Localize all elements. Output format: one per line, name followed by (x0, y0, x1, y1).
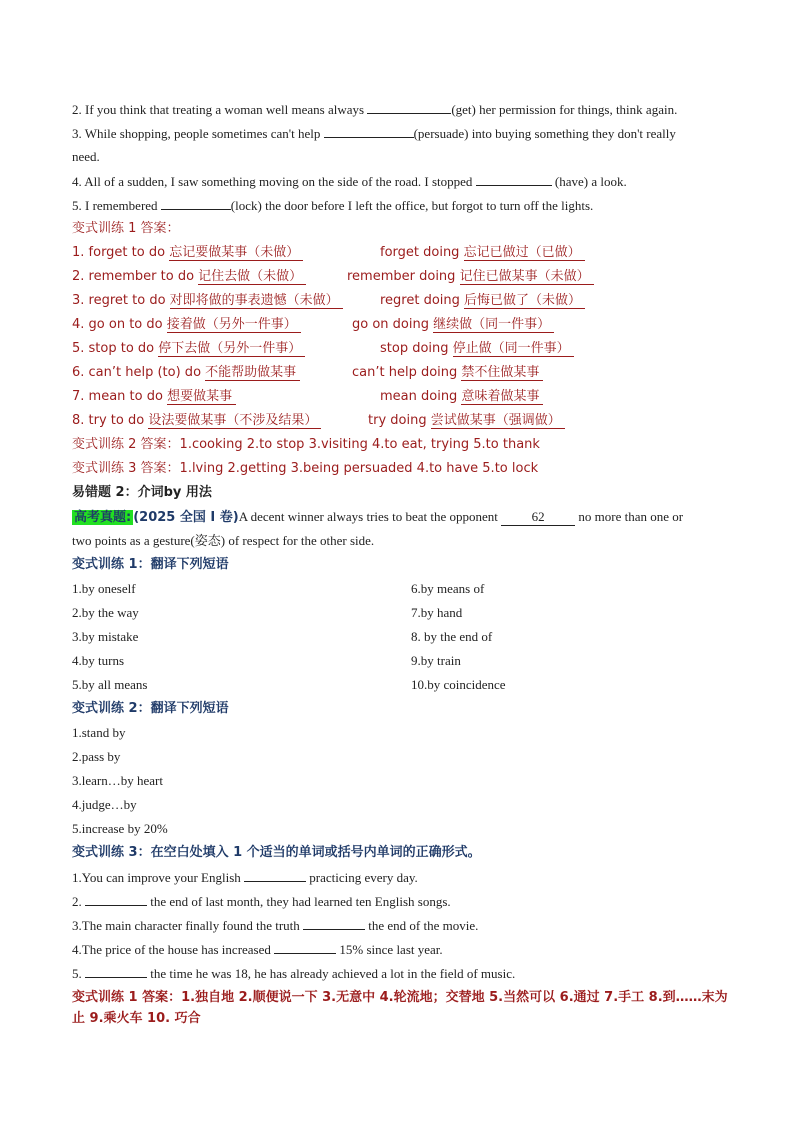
fill-blank-item (72, 869, 418, 886)
answer-row-right (368, 413, 565, 429)
item-text: 3.The main character finally found the truth (72, 918, 304, 933)
answer-blank (324, 125, 414, 138)
question-text: A decent winner always tries to beat the opponent (238, 509, 502, 524)
answer-row-right (380, 389, 543, 405)
phrase-item: 2.pass by (72, 749, 121, 764)
answers1-title: 变式训练 1 答案： (72, 221, 180, 236)
answer-meaning: 停止做（同一件事） (453, 341, 574, 357)
phrase-item: 6.by means of (411, 581, 485, 596)
answer-meaning: 想要做某事 (167, 389, 236, 405)
answer-row-right (352, 365, 543, 381)
answers2 (72, 437, 540, 453)
answer-term: mean doing (380, 389, 462, 404)
gaokao-question (72, 509, 683, 526)
answer-meaning: 接着做（另外一件事） (167, 317, 301, 333)
answer-meaning: 记住去做（未做） (198, 269, 306, 285)
answer-term: can’t help doing (352, 365, 462, 380)
exercise-item-3 (72, 125, 676, 142)
answer-meaning: 设法要做某事（不涉及结果） (148, 413, 321, 429)
answer-blank (367, 101, 451, 114)
answers2-label: 变式训练 2 答案： (72, 437, 180, 452)
fill-blank-item (72, 965, 515, 982)
answer-term: forget doing (380, 245, 464, 260)
answer-blank (303, 917, 365, 930)
answer-blank (244, 869, 306, 882)
phrase-item: 9.by train (411, 653, 461, 668)
exercise-item-2 (72, 101, 677, 118)
item-text: practicing every day. (306, 870, 418, 885)
item-text: (persuade) into buying something they don't really (413, 126, 676, 141)
exercise-item-3-cont: need. (72, 149, 100, 164)
answer-blank (476, 173, 552, 186)
answer-term: remember doing (347, 269, 460, 284)
answer-blank (85, 965, 147, 978)
drill1-title: 变式训练 1：翻译下列短语 (72, 557, 229, 572)
answer-row-right (380, 293, 585, 309)
final-answer-line1: 变式训练 1 答案：1.独自地 2.顺便说一下 3.无意中 4.轮流地；交替地 5.当然可以 6.通过 7.手工 8.到……末为 (72, 990, 728, 1005)
answer-meaning: 记住已做某事（未做） (460, 269, 594, 285)
item-text: 2. If you think that treating a woman well means always (72, 102, 368, 117)
answer-row-right (347, 269, 594, 285)
phrase-item: 7.by hand (411, 605, 463, 620)
answer-term: 4. go on to do (72, 317, 167, 332)
phrase-item: 5.by all means (72, 677, 148, 692)
answer-term: try doing (368, 413, 431, 428)
fill-blank-item (72, 917, 478, 934)
answers3-label: 变式训练 3 答案： (72, 461, 180, 476)
question-source: (2025 全国 I 卷) (133, 510, 239, 525)
question-number-blank: 62 (501, 509, 575, 526)
answers3-text: 1.lving 2.getting 3.being persuaded 4.to have 5.to lock (179, 461, 539, 476)
item-text: (lock) the door before I left the office, but forgot to turn off the lights. (230, 198, 594, 213)
answer-meaning: 忘记已做过（已做） (464, 245, 585, 261)
gaokao-question-cont: two points as a gesture(姿态) of respect for the other side. (72, 533, 375, 548)
phrase-item: 2.by the way (72, 605, 139, 620)
answer-meaning: 对即将做的事表遗憾（未做） (170, 293, 343, 309)
answer-row-left (72, 245, 303, 261)
phrase-item: 1.stand by (72, 725, 126, 740)
answer-meaning: 尝试做某事（强调做） (431, 413, 565, 429)
answer-row-left (72, 365, 300, 381)
phrase-item: 8. by the end of (411, 629, 493, 644)
answer-meaning: 后悔已做了（未做） (464, 293, 585, 309)
answer-row-left (72, 269, 306, 285)
final-answer-line2: 止 9.乘火车 10. 巧合 (72, 1011, 201, 1026)
item-text: 1.You can improve your English (72, 870, 245, 885)
item-text: 5. I remembered (72, 198, 161, 213)
exercise-item-5 (72, 197, 593, 214)
answer-term: regret doing (380, 293, 465, 308)
item-text: the time he was 18, he has already achieved a lot in the field of music. (147, 966, 516, 981)
answer-blank (85, 893, 147, 906)
item-text: 2. (72, 894, 85, 909)
answer-blank (161, 197, 231, 210)
answer-term: stop doing (380, 341, 453, 356)
answers2-text: 1.cooking 2.to stop 3.visiting 4.to eat, trying 5.to thank (179, 437, 540, 452)
answer-row-left (72, 389, 236, 405)
answer-row-left (72, 341, 305, 357)
item-text: the end of last month, they had learned ten English songs. (147, 894, 451, 909)
answer-row-right (352, 317, 554, 333)
gaokao-tag: 高考真题: (74, 510, 132, 525)
answer-term: 3. regret to do (72, 293, 170, 308)
answers3 (72, 461, 538, 477)
phrase-item: 1.by oneself (72, 581, 136, 596)
phrase-item: 5.increase by 20% (72, 821, 168, 836)
answer-row-left (72, 413, 321, 429)
answer-term: 5. stop to do (72, 341, 159, 356)
fill-blank-item (72, 893, 451, 910)
phrase-item: 10.by coincidence (411, 677, 506, 692)
question-text: no more than one or (575, 509, 684, 524)
answer-meaning: 停下去做（另外一件事） (158, 341, 305, 357)
drill2-title: 变式训练 2：翻译下列短语 (72, 701, 229, 716)
item-text: the end of the movie. (365, 918, 479, 933)
answer-term: 2. remember to do (72, 269, 199, 284)
item-text: 4. All of a sudden, I saw something moving on the side of the road. I stopped (72, 174, 476, 189)
phrase-item: 4.by turns (72, 653, 124, 668)
item-text: 5. (72, 966, 85, 981)
fill-blank-item (72, 941, 443, 958)
answer-term: 1. forget to do (72, 245, 170, 260)
exercise-item-4 (72, 173, 627, 190)
answer-row-right (380, 341, 574, 357)
answer-row-left (72, 317, 301, 333)
answer-row-right (380, 245, 585, 261)
item-text: (have) a look. (551, 174, 627, 189)
answer-meaning: 意味着做某事 (461, 389, 543, 405)
phrase-item: 4.judge…by (72, 797, 137, 812)
answer-meaning: 继续做（同一件事） (433, 317, 554, 333)
item-text: 4.The price of the house has increased (72, 942, 275, 957)
item-text: 15% since last year. (336, 942, 443, 957)
answer-blank (274, 941, 336, 954)
answer-term: go on doing (352, 317, 434, 332)
section2-title: 易错题 2：介词by 用法 (72, 485, 212, 500)
item-text: 3. While shopping, people sometimes can't help (72, 126, 324, 141)
phrase-item: 3.by mistake (72, 629, 139, 644)
answer-term: 7. mean to do (72, 389, 168, 404)
answer-meaning: 忘记要做某事（未做） (169, 245, 303, 261)
answer-term: 6. can’t help (to) do (72, 365, 206, 380)
answer-term: 8. try to do (72, 413, 149, 428)
phrase-item: 3.learn…by heart (72, 773, 163, 788)
drill3-title: 变式训练 3：在空白处填入 1 个适当的单词或括号内单词的正确形式。 (72, 845, 481, 860)
answer-row-left (72, 293, 343, 309)
answer-meaning: 不能帮助做某事 (205, 365, 300, 381)
item-text: (get) her permission for things, think again. (451, 102, 678, 117)
answer-meaning: 禁不住做某事 (461, 365, 543, 381)
